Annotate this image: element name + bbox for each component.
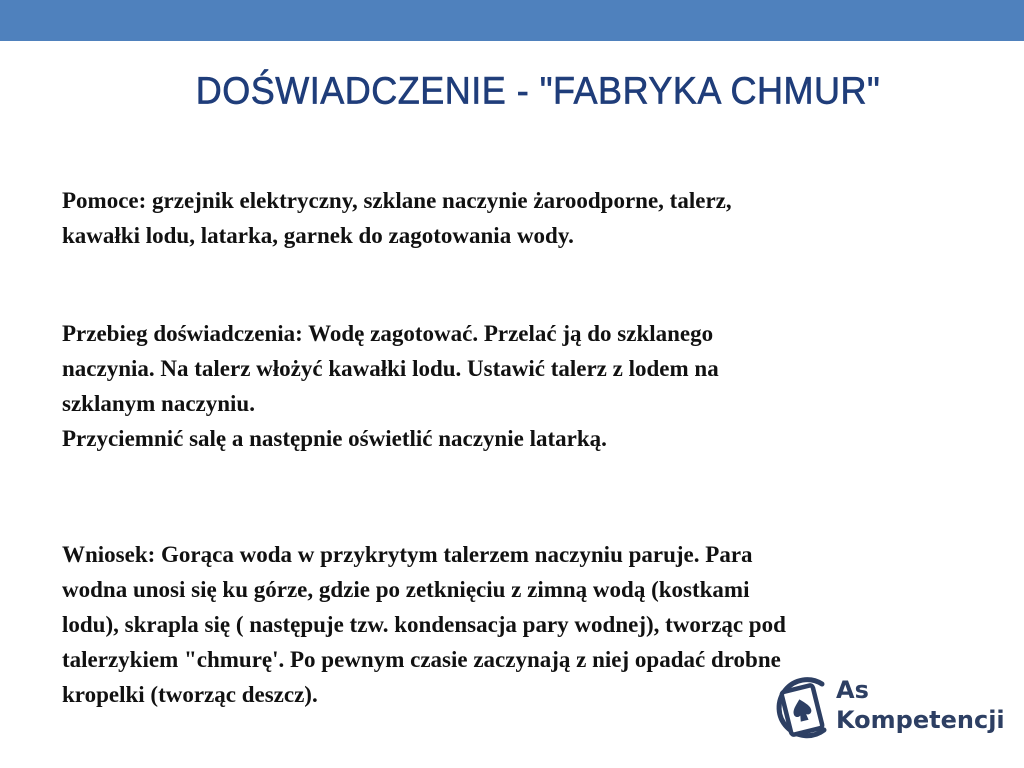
- logo-text-line1: As: [836, 676, 869, 704]
- slide-title: DOŚWIADCZENIE - "FABRYKA CHMUR": [195, 68, 881, 112]
- procedure-line: Przebieg doświadczenia: Wodę zagotować. Przelać ją do szklanego: [62, 321, 714, 346]
- aids-line: kawałki lodu, latarka, garnek do zagotowania wody.: [62, 223, 574, 248]
- as-kompetencji-logo: [770, 672, 1005, 752]
- conclusion-line: talerzykiem "chmurę'. Po pewnym czasie zaczynają z niej opadać drobne: [62, 647, 781, 672]
- conclusion-line: lodu), skrapla się ( następuje tzw. kondensacja pary wodnej), tworząc pod: [62, 612, 786, 637]
- logo-text-line2: Kompetencji: [836, 706, 1005, 734]
- conclusion-line: wodna unosi się ku górze, gdzie po zetknięciu z zimną wodą (kostkami: [62, 577, 750, 602]
- top-accent-bar: [0, 0, 1024, 41]
- procedure-paragraph: [62, 316, 972, 456]
- aids-line: Pomoce: grzejnik elektryczny, szklane naczynie żaroodporne, talerz,: [62, 188, 732, 213]
- procedure-line: szklanym naczyniu.: [62, 391, 255, 416]
- conclusion-line: kropelki (tworząc deszcz).: [62, 682, 318, 707]
- aids-paragraph: [62, 183, 972, 253]
- procedure-line: Przyciemnić salę a następnie oświetlić naczynie latarką.: [62, 426, 607, 451]
- spade-card-icon: [770, 672, 834, 746]
- procedure-line: naczynia. Na talerz włożyć kawałki lodu. Ustawić talerz z lodem na: [62, 356, 719, 381]
- conclusion-line: Wniosek: Gorąca woda w przykrytym talerzem naczyniu paruje. Para: [62, 542, 753, 567]
